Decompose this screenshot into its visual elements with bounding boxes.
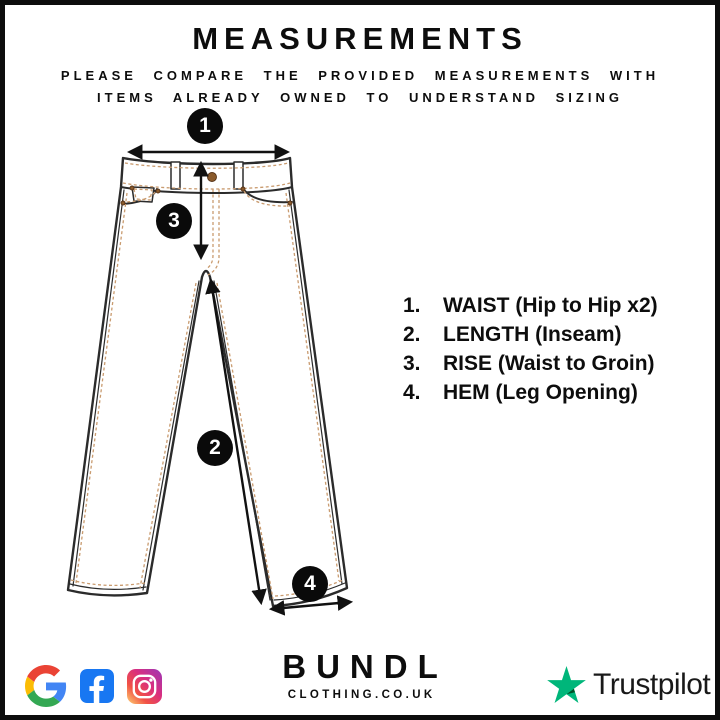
- legend-item-length: [403, 320, 718, 349]
- instagram-icon[interactable]: [127, 669, 162, 704]
- brand-tagline: CLOTHING.CO.UK: [287, 689, 436, 701]
- social-icons: [25, 663, 162, 709]
- legend-number: 4.: [403, 381, 421, 404]
- legend-label: WAIST (Hip to Hip x2): [443, 294, 658, 317]
- legend-label: RISE (Waist to Groin): [443, 352, 655, 375]
- page-title: MEASUREMENTS: [192, 21, 528, 56]
- legend-label: LENGTH (Inseam): [443, 323, 622, 346]
- jeans-measurement-diagram: [45, 105, 405, 645]
- legend-item-rise: [403, 349, 718, 378]
- marker-4-hem: [292, 566, 328, 602]
- marker-1-waist: [187, 108, 223, 144]
- trustpilot-logo[interactable]: [547, 666, 710, 703]
- marker-2-length: [197, 430, 233, 466]
- marker-2-number: 2: [209, 436, 221, 459]
- measurement-legend: [403, 291, 718, 407]
- marker-3-number: 3: [168, 209, 180, 232]
- trustpilot-star-icon: [547, 666, 586, 703]
- facebook-icon[interactable]: [80, 669, 114, 703]
- brand-name: BUNDL: [282, 648, 448, 685]
- marker-4-number: 4: [304, 572, 316, 595]
- jeans-silhouette: [68, 158, 347, 606]
- legend-number: 2.: [403, 323, 421, 346]
- legend-item-hem: [403, 378, 718, 407]
- subtitle: [5, 65, 715, 109]
- marker-3-rise: [156, 203, 192, 239]
- marker-1-number: 1: [199, 114, 211, 137]
- legend-number: 3.: [403, 352, 421, 375]
- google-icon[interactable]: [25, 665, 67, 707]
- brand-logo: [282, 648, 448, 701]
- jeans-outline-drawing: [45, 105, 405, 645]
- legend-label: HEM (Leg Opening): [443, 381, 638, 404]
- subtitle-line-1: PLEASE COMPARE THE PROVIDED MEASUREMENTS WITH: [60, 68, 660, 83]
- header: [5, 21, 715, 109]
- subtitle-line-2: ITEMS ALREADY OWNED TO UNDERSTAND SIZING: [97, 90, 623, 105]
- legend-item-waist: [403, 291, 718, 320]
- trustpilot-wordmark: Trustpilot: [593, 667, 711, 701]
- legend-number: 1.: [403, 294, 421, 317]
